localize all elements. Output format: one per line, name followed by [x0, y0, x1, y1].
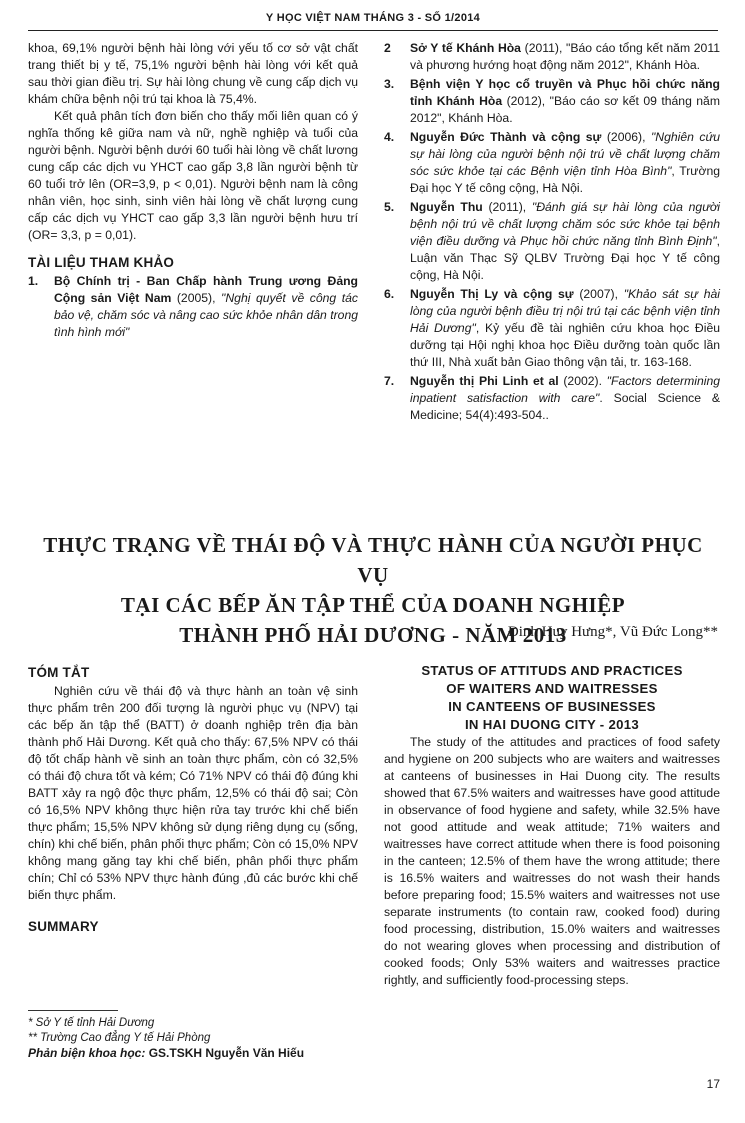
- prev-article-right-column: [384, 40, 720, 426]
- reference-body: [410, 286, 720, 371]
- reference-rest: , Kỷ yếu đề tài nghiên cứu khoa học Điều dưỡng tại Hội nghị khoa học Điều dưỡng toàn quốc lần thứ III, Nhà xuất bản Giao thông vận tải, tr. 163-168.: [410, 321, 720, 369]
- reference-item: [384, 40, 720, 74]
- reviewer-name: GS.TSKH Nguyễn Văn Hiếu: [148, 1046, 305, 1060]
- article-title-line: THÀNH PHỐ HẢI DƯƠNG - NĂM 2013: [179, 623, 567, 647]
- article-authors: Đinh Huy Hưng*, Vũ Đức Long**: [507, 624, 718, 640]
- reference-number: 5.: [384, 200, 395, 214]
- reference-number: 6.: [384, 287, 395, 301]
- reference-title: "Đánh giá sự hài lòng của người bệnh nội trú về chất lượng chăm sóc sức khỏe tại bệnh viện điều dưỡng và Phục hồi chức năng tỉnh Bình Định": [410, 200, 721, 248]
- abstract-right-column: [384, 662, 720, 989]
- page-number: 17: [706, 1077, 720, 1091]
- reference-body: [410, 373, 720, 424]
- footnotes: [28, 1016, 358, 1061]
- reference-year: (2011),: [482, 200, 532, 214]
- reference-title: "Khảo sát sự hài lòng của người bệnh điều trị nội trú tại các bệnh viện tỉnh Hải Dương": [410, 287, 720, 335]
- reference-rest: , Luận văn Thạc Sỹ QLBV Trường Đại học Y tế công cộng, Hà Nội.: [410, 234, 720, 282]
- reference-number: 2: [384, 41, 391, 55]
- reviewer-label: Phản biện khoa học:: [28, 1046, 149, 1060]
- reference-title: "Factors determining inpatient satisfaction with care": [410, 374, 720, 405]
- reference-year: (2006),: [601, 130, 651, 144]
- reference-item: [384, 199, 720, 284]
- reference-body: [410, 40, 720, 74]
- reference-body: [410, 129, 720, 197]
- reference-body: [54, 273, 358, 341]
- reference-number: 4.: [384, 130, 395, 144]
- reference-item: [384, 76, 720, 127]
- reference-item: [28, 273, 358, 341]
- reference-number: 7.: [384, 374, 395, 388]
- reference-rest: , Trường Đại học Y tế công cộng, Hà Nội.: [410, 164, 720, 195]
- reference-authors: Nguyễn thị Phi Linh et al: [410, 374, 559, 388]
- reference-item: [384, 286, 720, 371]
- reference-number: 1.: [28, 274, 39, 288]
- header-rule: [28, 30, 718, 31]
- reference-authors: Bệnh viện Y học cổ truyền và Phục hồi chức năng tỉnh Khánh Hòa: [410, 77, 720, 108]
- reference-title: "Nghị quyết về công tác bảo vệ, chăm sóc và nâng cao sức khỏe nhân dân trong tình hình mới": [54, 291, 359, 339]
- english-title-line: OF WAITERS AND WAITRESSES: [446, 681, 658, 696]
- footnote: * Sở Y tế tỉnh Hải Dương: [28, 1017, 155, 1029]
- english-title-line: IN HAI DUONG CITY - 2013: [464, 717, 640, 732]
- reference-rest: "Báo cáo sơ kết 09 tháng năm 2012", Khánh Hòa.: [410, 94, 720, 125]
- prev-paragraph: khoa, 69,1% người bệnh hài lòng với yếu tố cơ sở vật chất trang thiết bị y tế, 75,1% người bệnh hài lòng với kết quả sau thời gian điều trị. Sự hài lòng chung về cung cấp dịch vụ khám chữa bệnh nội trú tại khoa là 75,4%.: [28, 41, 358, 106]
- reference-authors: Sở Y tế Khánh Hòa: [410, 41, 521, 55]
- reference-authors: Nguyễn Đức Thành và cộng sự: [410, 130, 602, 144]
- english-title: [384, 662, 720, 734]
- references-heading: TÀI LIỆU THAM KHẢO: [28, 255, 175, 270]
- reference-year: (2011),: [520, 41, 567, 55]
- reviewer-line: [28, 1046, 358, 1061]
- english-title-line: STATUS OF ATTITUDS AND PRACTICES: [421, 663, 683, 678]
- prev-paragraph: Kết quả phân tích đơn biến cho thấy mối liên quan có ý nghĩa thống kê giữa nam và nữ, nghề nghiệp và tuổi của người bệnh. Người bệnh dưới 60 tuổi hài lòng về chất lương cung cấp các dịch vu YHCT cao gấp 3,8 lần người bệnh từ 60 tuổi trở lên (OR=3,9, p < 0,01). Người bệnh nam là công nhân viên, học sinh, sinh viên hài lòng về chất lượng cung cấp các dịch vụ YHCT cao gấp 3,3 lần người bệnh hưu trí (OR= 3,3, p = 0,01).: [28, 109, 358, 242]
- article-title-line: THỰC TRẠNG VỀ THÁI ĐỘ VÀ THỰC HÀNH CỦA NGƯỜI PHỤC VỤ: [43, 533, 703, 587]
- article-title-line: TẠI CÁC BẾP ĂN TẬP THỂ CỦA DOANH NGHIỆP: [120, 593, 626, 617]
- reference-body: [410, 199, 720, 284]
- abstract-vi: Nghiên cứu về thái độ và thực hành an toàn vệ sinh thực phẩm trên 200 đối tượng là người phục vụ (NPV) tại các bếp ăn tập thể (BATT) ở doanh nghiệp trên địa bàn thành phố Hải Dương. Kết quả cho thấy: 67,5% NPV có thái độ tốt chấp hành về sinh an toàn thực phẩm, còn có 32,5% có thái độ chưa tốt và kém; Có 71% NPV có thái độ đúng khi BATT xảy ra ngộ độc thực phẩm, 12,5% có thái độ sai; Còn có 16,5% NPV không thực hiện rửa tay trước khi chế biến thực phẩm; 15,5% NPV không sử dụng riêng dụng cụ (sống, chín) khi chế biến, phân phối thực phẩm; Còn có 15,0% NPV không mang găng tay khi chế biến, phân phối thực phẩm chín; Chỉ có 53% NPV thực hành đúng ,đủ các bước khi chế biến thực phẩm.: [28, 684, 358, 902]
- footnote: ** Trường Cao đẳng Y tế Hải Phòng: [28, 1032, 211, 1044]
- abstract-en: The study of the attitudes and practices of food safety and hygiene on 200 subjects who are waiters and waitresses at canteens of businesses in Hai Duong city. The results showed that 67.5% waiters and waitresses have good attitude in observance of food hygiene and safety, while 32.5% have not good attitude and weak attitude; 71% waiters and waitresses have correct attitude when there is food poisoning in the canteen; 12.5% of them have the wrong attitude; there is 16.5% waiters and waitresses do not wash their hands before preparing food; 15.5% waiters and waitresses not use separate instruments (to contain raw, cooked food) during food processing, distribution, 15.0% waiters and waitresses do not wearing gloves when processing and distribution of cooked foods; Only 53% waiters and waitresses practice rightly, and sufficiently food-processing steps.: [384, 735, 720, 987]
- reference-title: "Nghiên cứu sự hài lòng của người bệnh nội trú về chất lượng chăm sóc sức khỏe tại các Bệnh viện tỉnh Hòa Bình": [410, 130, 721, 178]
- prev-article-left-column: [28, 40, 358, 343]
- journal-header: Y HỌC VIỆT NAM THÁNG 3 - SỐ 1/2014: [265, 12, 481, 24]
- reference-authors: Bộ Chính trị - Ban Chấp hành Trung ương Đảng Cộng sản Việt Nam: [54, 274, 358, 305]
- reference-rest: . Social Science & Medicine; 54(4):493-504..: [410, 391, 720, 422]
- reference-year: (2002).: [558, 374, 607, 388]
- reference-item: [384, 129, 720, 197]
- english-title-line: IN CANTEENS OF BUSINESSES: [448, 699, 656, 714]
- footnote-rule: [28, 1010, 118, 1011]
- reference-authors: Nguyễn Thị Ly và cộng sự: [410, 287, 574, 301]
- reference-rest: "Báo cáo tổng kết năm 2011 và phương hướng hoạt động năm 2012", Khánh Hòa.: [410, 41, 720, 72]
- reference-body: [410, 76, 720, 127]
- reference-item: [384, 373, 720, 424]
- abstract-heading: TÓM TẮT: [28, 665, 90, 680]
- summary-heading: SUMMARY: [28, 919, 99, 934]
- reference-year: (2007),: [573, 287, 624, 301]
- reference-authors: Nguyễn Thu: [410, 200, 483, 214]
- reference-number: 3.: [384, 77, 395, 91]
- reference-year: (2012),: [502, 94, 550, 108]
- reference-year: (2005),: [171, 291, 222, 305]
- abstract-left-column: [28, 664, 358, 935]
